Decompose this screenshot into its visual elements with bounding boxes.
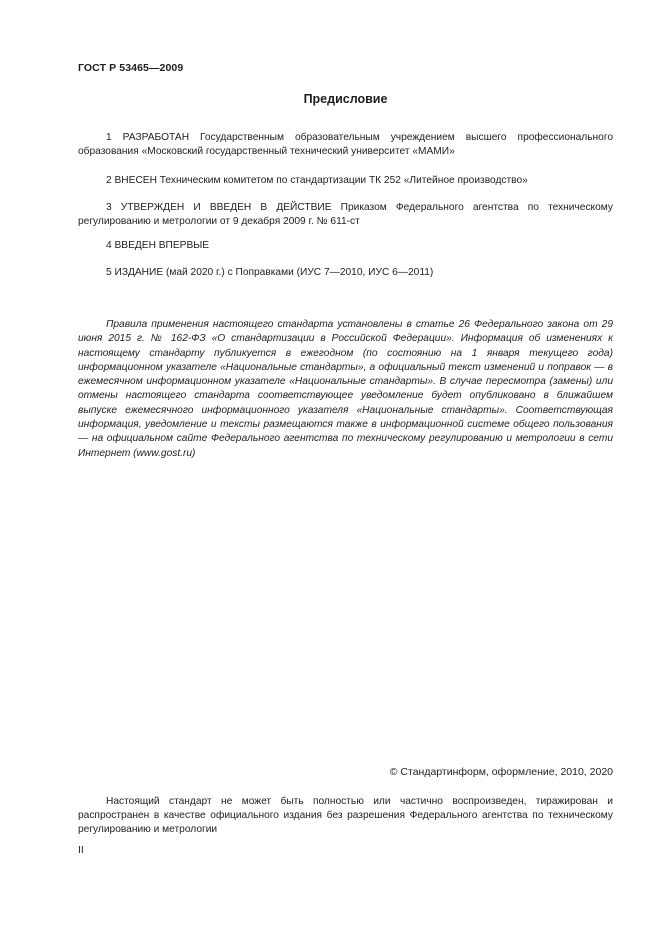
- preface-item-4: 4 ВВЕДЕН ВПЕРВЫЕ: [106, 240, 210, 251]
- page-number: II: [78, 844, 84, 856]
- document-code: ГОСТ Р 53465—2009: [78, 62, 184, 74]
- page-title: Предисловие: [303, 92, 388, 106]
- reproduction-notice: Настоящий стандарт не может быть полностью или частично воспроизведен, тиражирован и распространен в качестве официального издания без разрешения Федерального агентства по техническому регулированию и метрологии: [78, 796, 613, 835]
- preface-item-1: 1 РАЗРАБОТАН Государственным образовательным учреждением высшего профессионального образования «Московский государственный технический университет «МАМИ»: [78, 132, 613, 157]
- copyright-line: © Стандартинформ, оформление, 2010, 2020: [389, 766, 613, 778]
- preface-item-3: 3 УТВЕРЖДЕН И ВВЕДЕН В ДЕЙСТВИЕ Приказом Федерального агентства по техническому регулированию и метрологии от 9 декабря 2009 г. № 611-ст: [78, 202, 613, 227]
- preface-item-2: 2 ВНЕСЕН Техническим комитетом по стандартизации ТК 252 «Литейное производство»: [106, 175, 528, 186]
- preface-item-5: 5 ИЗДАНИЕ (май 2020 г.) с Поправками (ИУС 7—2010, ИУС 6—2011): [106, 267, 434, 278]
- rules-notice: Правила применения настоящего стандарта установлены в статье 26 Федерального закона от 29 июня 2015 г. № 162-ФЗ «О стандартизации в Российской Федерации». Информация об изменениях к настоящему стандарту публикуется в ежегодном (по состоянию на 1 января текущего года) информационном указателе «Национальные стандарты», а официальный текст изменений и поправок — в ежемесячном информационном указателе «Национальные стандарты». В случае пересмотра (замены) или отмены настоящего стандарта соответствующее уведомление будет опубликовано в ближайшем выпуске ежемесячного информационного указателя «Национальные стандарты». Соответствующая информация, уведомление и тексты размещаются также в информационной системе общего пользования — на официальном сайте Федерального агентства по техническому регулированию и метрологии в сети Интернет (www.gost.ru): [78, 319, 613, 459]
